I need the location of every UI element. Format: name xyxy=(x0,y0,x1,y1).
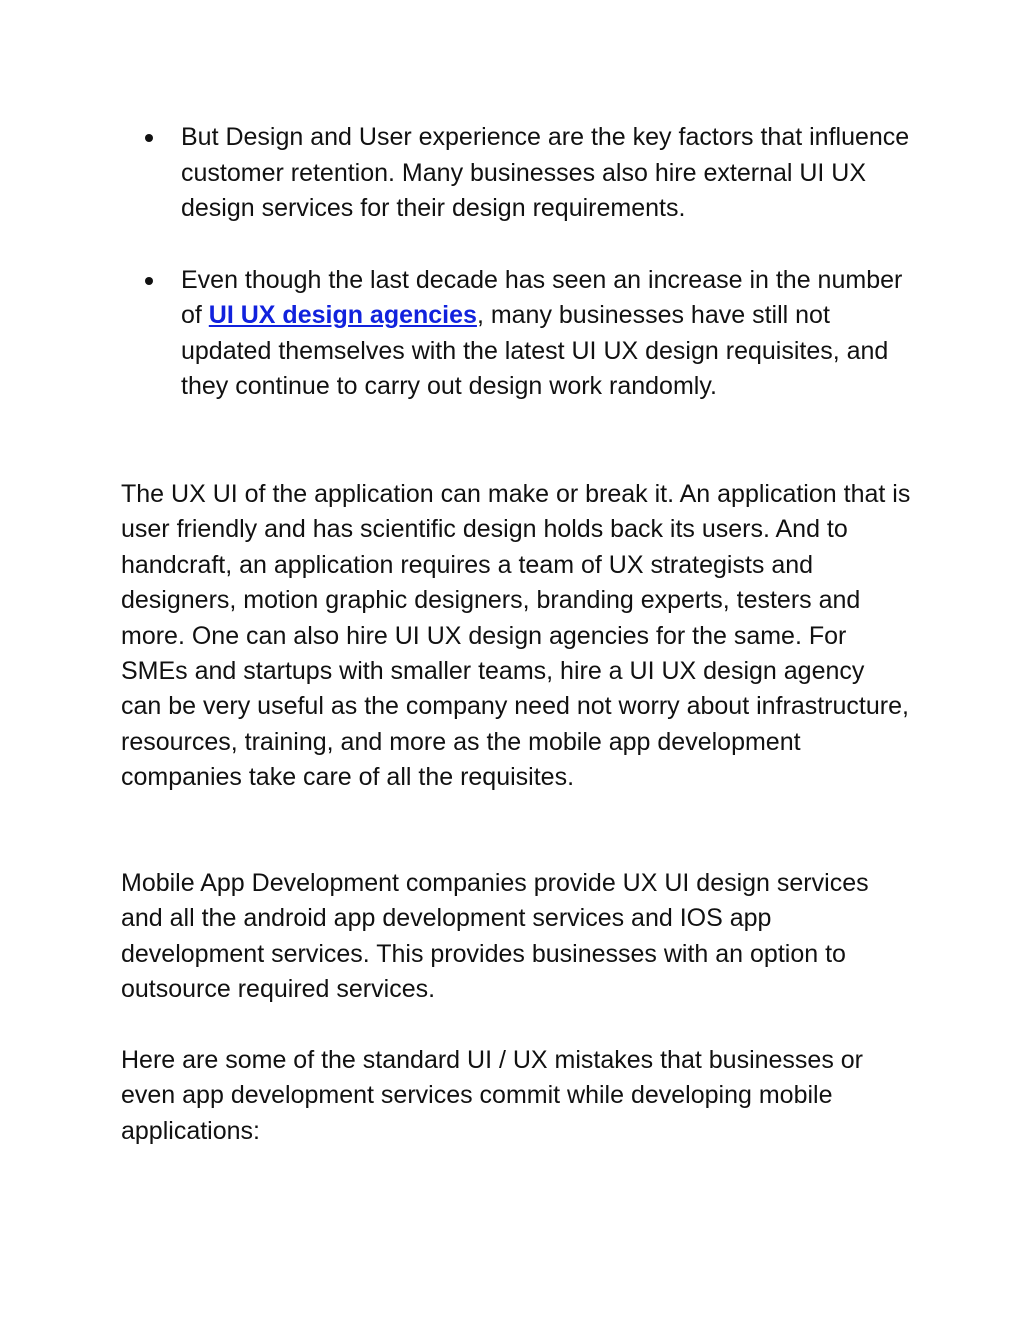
paragraph-ux-ui-importance: The UX UI of the application can make or break it. An application that is user friendly and has scientific design holds back its users. And to handcraft, an application requires a team of UX strategists and designers, motion graphic designers, branding experts, testers and more. One can also hire UI UX design agencies for the same. For SMEs and startups with smaller teams, hire a UI UX design agency can be very useful as the company need not worry about infrastructure, resources, training, and more as the mobile app development companies take care of all the requisites. xyxy=(121,480,911,792)
bullet-icon xyxy=(145,134,153,142)
list-item xyxy=(145,120,925,227)
bullet-text-after: , many businesses have still not updated themselves with the latest UI UX design requisites, and they continue to carry out design work randomly. xyxy=(181,301,889,400)
paragraph-mistakes-intro: Here are some of the standard UI / UX mistakes that businesses or even app development services commit while developing mobile applications: xyxy=(121,1046,864,1145)
bullet-list xyxy=(145,120,925,441)
list-item xyxy=(145,263,925,405)
bullet-text-before: Even though the last decade has seen an increase in the number of xyxy=(181,265,903,329)
paragraph-mobile-app-services: Mobile App Development companies provide UX UI design services and all the android app development services and IOS app development services. This provides businesses with an option to outsource required services. xyxy=(121,869,869,1004)
bullet-icon xyxy=(145,277,153,285)
bullet-text xyxy=(181,263,925,405)
ui-ux-agencies-link[interactable]: UI UX design agencies xyxy=(208,301,477,329)
bullet-text: But Design and User experience are the key factors that influence customer retention. Many businesses also hire external UI UX design services for their design requirements. xyxy=(181,123,910,222)
